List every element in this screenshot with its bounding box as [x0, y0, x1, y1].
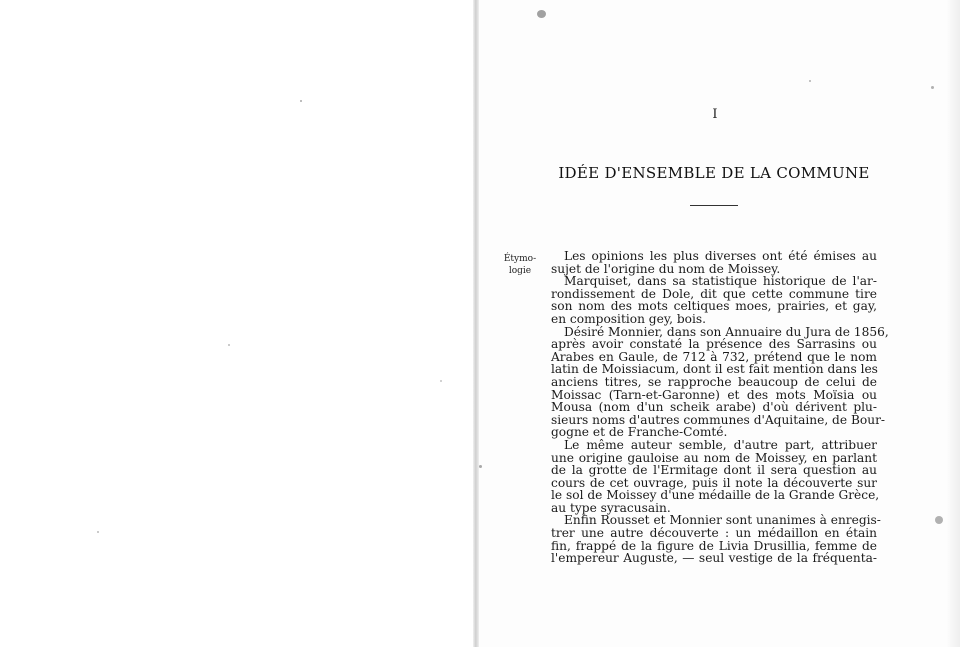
- margin-note-line: Étymo-: [503, 254, 537, 264]
- margin-note-line: logie: [508, 266, 532, 276]
- body-text-line: gogne et de Franche-Comté.: [551, 425, 728, 440]
- body-text-line: Désiré Monnier, dans son Annuaire du Jura de 1856,: [564, 324, 889, 339]
- margin-note: [500, 253, 540, 277]
- body-text-line: Enfin Rousset et Monnier sont unanimes à enregis-: [564, 513, 881, 528]
- body-text-line: Mousa (nom d'un scheik arabe) d'où dérivent plu-: [551, 400, 877, 415]
- paper-speck: [440, 380, 442, 382]
- body-text-line: trer une autre découverte : un médaillon en étain: [551, 526, 877, 541]
- body-text-line: latin de Moissiacum, dont il est fait mention dans les: [551, 362, 878, 377]
- body-text-line: Arabes en Gaule, de 712 à 732, prétend que le nom: [551, 349, 877, 364]
- body-text-line: fin, frappé de la figure de Livia Drusillia, femme de: [551, 538, 877, 553]
- body-text-line: Le même auteur semble, d'autre part, attribuer: [564, 437, 877, 452]
- chapter-number: I: [712, 107, 718, 122]
- ink-blot: [935, 516, 943, 524]
- body-text: [551, 249, 889, 566]
- body-text-line: en composition gey, bois.: [551, 311, 706, 326]
- body-text-line: l'empereur Auguste, — seul vestige de la fréquenta-: [551, 551, 877, 566]
- ink-blot: [537, 10, 546, 18]
- body-text-line: cours de cet ouvrage, puis il note la découverte sur: [551, 475, 877, 490]
- paper-speck: [809, 80, 811, 82]
- body-text-line: Les opinions les plus diverses ont été émises au: [564, 249, 877, 263]
- body-text-line: rondissement de Dole, dit que cette commune tire: [551, 286, 877, 301]
- body-text-line: anciens titres, se rapproche beaucoup de celui de: [551, 374, 877, 389]
- paper-speck: [479, 465, 482, 468]
- body-text-line: son nom des mots celtiques moes, prairies, et gay,: [551, 299, 877, 314]
- chapter-title: IDÉE D'ENSEMBLE DE LA COMMUNE: [558, 164, 870, 182]
- body-text-line: sieurs noms d'autres communes d'Aquitaine, de Bour-: [551, 412, 886, 427]
- body-text-line: de la grotte de l'Ermitage dont il sera question au: [551, 463, 877, 478]
- body-text-line: Marquiset, dans sa statistique historique de l'ar-: [564, 274, 877, 289]
- body-text-line: le sol de Moissey d'une médaille de la Grande Grèce,: [551, 488, 880, 503]
- paper-speck: [228, 344, 230, 346]
- left-blank-page: [0, 0, 474, 647]
- paper-speck: [300, 100, 302, 102]
- body-text-line: au type syracusain.: [551, 500, 671, 515]
- title-rule: [690, 205, 738, 206]
- body-text-line: sujet de l'origine du nom de Moissey.: [551, 261, 781, 276]
- paper-speck: [97, 531, 99, 533]
- page-edge-shadow: [946, 0, 960, 647]
- body-text-line: après avoir constaté la présence des Sarrasins ou: [551, 337, 877, 352]
- paper-speck: [931, 86, 934, 89]
- body-text-line: Moissac (Tarn-et-Garonne) et des mots Moïsia ou: [551, 387, 877, 402]
- body-text-line: une origine gauloise au nom de Moissey, en parlant: [551, 450, 877, 465]
